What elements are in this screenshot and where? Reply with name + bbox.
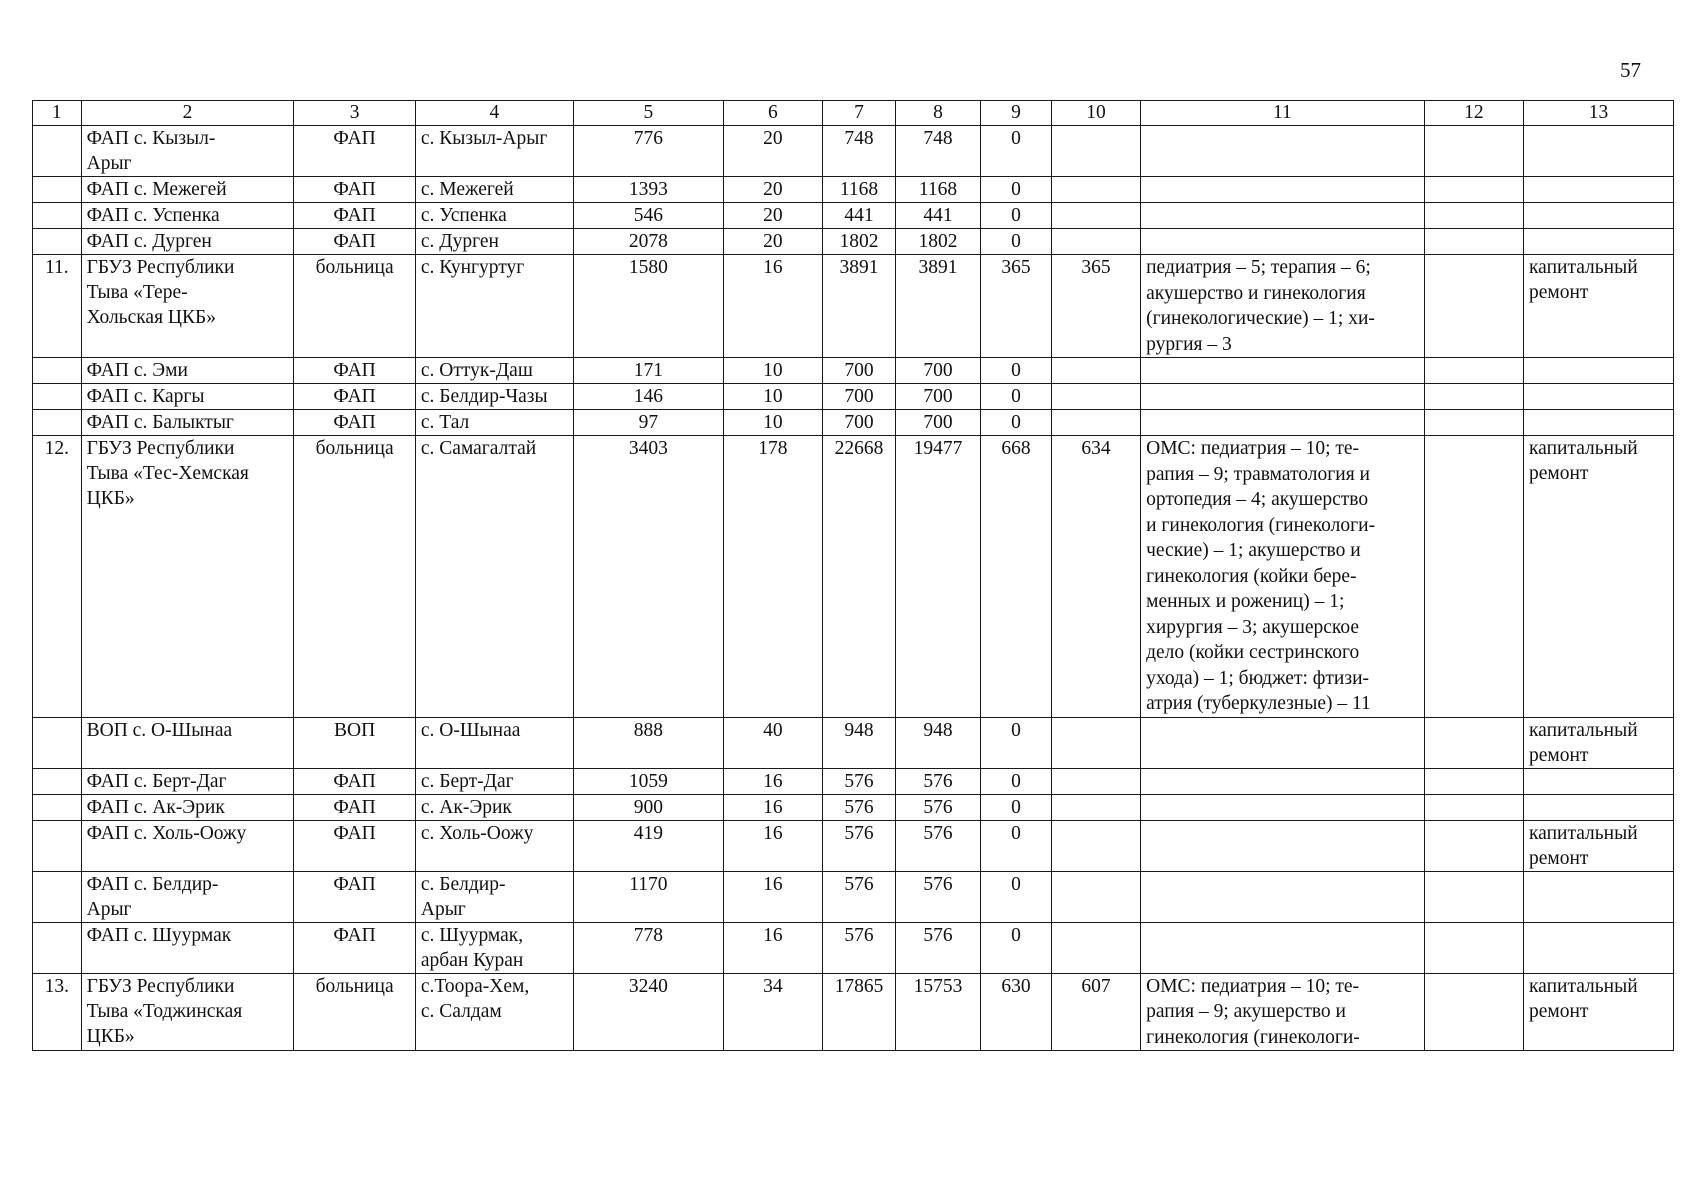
col10-value bbox=[1051, 229, 1140, 255]
col13-works bbox=[1524, 177, 1674, 203]
col5-value: 3403 bbox=[573, 436, 723, 718]
col7-value: 576 bbox=[823, 768, 896, 794]
col7-value: 700 bbox=[823, 358, 896, 384]
col7-value: 22668 bbox=[823, 436, 896, 718]
col7-value: 576 bbox=[823, 820, 896, 871]
column-header: 11 bbox=[1141, 101, 1425, 126]
col7-value: 700 bbox=[823, 384, 896, 410]
facility-name: ГБУЗ Республики Тыва «Тере- Хольская ЦКБ» bbox=[81, 255, 294, 358]
row-number bbox=[33, 410, 82, 436]
col6-value: 16 bbox=[723, 820, 822, 871]
col8-value: 19477 bbox=[895, 436, 980, 718]
col6-value: 178 bbox=[723, 436, 822, 718]
col8-value: 1802 bbox=[895, 229, 980, 255]
facility-name: ФАП с. Межегей bbox=[81, 177, 294, 203]
col6-value: 16 bbox=[723, 794, 822, 820]
col6-value: 34 bbox=[723, 973, 822, 1051]
table-row bbox=[33, 384, 1674, 410]
col9-value: 0 bbox=[981, 820, 1052, 871]
column-header: 1 bbox=[33, 101, 82, 126]
locality: с. Тал bbox=[415, 410, 573, 436]
table-row bbox=[33, 229, 1674, 255]
col10-value bbox=[1051, 177, 1140, 203]
table-row bbox=[33, 255, 1674, 358]
row-number bbox=[33, 871, 82, 922]
col6-value: 20 bbox=[723, 229, 822, 255]
locality: с. Дурген bbox=[415, 229, 573, 255]
col6-value: 20 bbox=[723, 177, 822, 203]
locality: с. Берт-Даг bbox=[415, 768, 573, 794]
col13-works bbox=[1524, 768, 1674, 794]
facilities-table bbox=[32, 100, 1674, 1051]
col9-value: 0 bbox=[981, 410, 1052, 436]
col7-value: 17865 bbox=[823, 973, 896, 1051]
col13-works: капитальный ремонт bbox=[1524, 717, 1674, 768]
col12-value bbox=[1424, 358, 1523, 384]
col8-value: 576 bbox=[895, 768, 980, 794]
col7-value: 576 bbox=[823, 871, 896, 922]
col11-profile bbox=[1141, 768, 1425, 794]
facility-type: ФАП bbox=[294, 794, 416, 820]
col10-value bbox=[1051, 358, 1140, 384]
locality: с. Кызыл-Арыг bbox=[415, 126, 573, 177]
col6-value: 16 bbox=[723, 255, 822, 358]
facility-name: ГБУЗ Республики Тыва «Тоджинская ЦКБ» bbox=[81, 973, 294, 1051]
locality: с. Самагалтай bbox=[415, 436, 573, 718]
col8-value: 700 bbox=[895, 358, 980, 384]
col12-value bbox=[1424, 871, 1523, 922]
col13-works bbox=[1524, 922, 1674, 973]
facility-type: ФАП bbox=[294, 871, 416, 922]
page-number: 57 bbox=[1620, 58, 1641, 82]
table-row bbox=[33, 126, 1674, 177]
col11-profile bbox=[1141, 229, 1425, 255]
col12-value bbox=[1424, 384, 1523, 410]
col5-value: 171 bbox=[573, 358, 723, 384]
col6-value: 16 bbox=[723, 871, 822, 922]
col13-works bbox=[1524, 384, 1674, 410]
row-number bbox=[33, 922, 82, 973]
col5-value: 900 bbox=[573, 794, 723, 820]
col10-value: 607 bbox=[1051, 973, 1140, 1051]
col12-value bbox=[1424, 229, 1523, 255]
col8-value: 576 bbox=[895, 794, 980, 820]
col10-value bbox=[1051, 768, 1140, 794]
col6-value: 16 bbox=[723, 922, 822, 973]
col6-value: 20 bbox=[723, 203, 822, 229]
col11-profile bbox=[1141, 820, 1425, 871]
col5-value: 1393 bbox=[573, 177, 723, 203]
col5-value: 778 bbox=[573, 922, 723, 973]
row-number: 13. bbox=[33, 973, 82, 1051]
facility-type: больница bbox=[294, 255, 416, 358]
col12-value bbox=[1424, 922, 1523, 973]
col9-value: 0 bbox=[981, 717, 1052, 768]
facility-name: ФАП с. Кызыл- Арыг bbox=[81, 126, 294, 177]
col5-value: 546 bbox=[573, 203, 723, 229]
locality: с. Шуурмак, арбан Куран bbox=[415, 922, 573, 973]
table-row bbox=[33, 922, 1674, 973]
col6-value: 16 bbox=[723, 768, 822, 794]
row-number bbox=[33, 384, 82, 410]
col13-works: капитальный ремонт bbox=[1524, 255, 1674, 358]
col11-profile bbox=[1141, 384, 1425, 410]
col7-value: 748 bbox=[823, 126, 896, 177]
table-row bbox=[33, 410, 1674, 436]
col11-profile bbox=[1141, 358, 1425, 384]
table-row bbox=[33, 871, 1674, 922]
facility-type: ФАП bbox=[294, 410, 416, 436]
col13-works bbox=[1524, 871, 1674, 922]
col7-value: 441 bbox=[823, 203, 896, 229]
col9-value: 0 bbox=[981, 203, 1052, 229]
row-number bbox=[33, 820, 82, 871]
col8-value: 576 bbox=[895, 820, 980, 871]
col11-profile bbox=[1141, 717, 1425, 768]
col5-value: 1580 bbox=[573, 255, 723, 358]
col7-value: 700 bbox=[823, 410, 896, 436]
col8-value: 700 bbox=[895, 384, 980, 410]
facility-type: ФАП bbox=[294, 384, 416, 410]
col11-profile bbox=[1141, 794, 1425, 820]
col8-value: 1168 bbox=[895, 177, 980, 203]
col5-value: 146 bbox=[573, 384, 723, 410]
col13-works bbox=[1524, 126, 1674, 177]
col13-works bbox=[1524, 410, 1674, 436]
col9-value: 0 bbox=[981, 922, 1052, 973]
col5-value: 888 bbox=[573, 717, 723, 768]
row-number bbox=[33, 768, 82, 794]
column-header: 9 bbox=[981, 101, 1052, 126]
col5-value: 3240 bbox=[573, 973, 723, 1051]
col9-value: 0 bbox=[981, 794, 1052, 820]
col10-value bbox=[1051, 203, 1140, 229]
row-number: 12. bbox=[33, 436, 82, 718]
col9-value: 0 bbox=[981, 871, 1052, 922]
locality: с.Тоора-Хем, с. Салдам bbox=[415, 973, 573, 1051]
col9-value: 365 bbox=[981, 255, 1052, 358]
facility-name: ФАП с. Дурген bbox=[81, 229, 294, 255]
facility-type: ФАП bbox=[294, 922, 416, 973]
table-row bbox=[33, 768, 1674, 794]
facility-name: ФАП с. Балыктыг bbox=[81, 410, 294, 436]
col9-value: 630 bbox=[981, 973, 1052, 1051]
column-header: 8 bbox=[895, 101, 980, 126]
row-number: 11. bbox=[33, 255, 82, 358]
col10-value: 634 bbox=[1051, 436, 1140, 718]
col9-value: 0 bbox=[981, 126, 1052, 177]
col7-value: 948 bbox=[823, 717, 896, 768]
column-header: 4 bbox=[415, 101, 573, 126]
col10-value bbox=[1051, 717, 1140, 768]
col10-value bbox=[1051, 384, 1140, 410]
col9-value: 0 bbox=[981, 177, 1052, 203]
col12-value bbox=[1424, 436, 1523, 718]
facility-type: ФАП bbox=[294, 820, 416, 871]
col7-value: 576 bbox=[823, 922, 896, 973]
col8-value: 441 bbox=[895, 203, 980, 229]
col12-value bbox=[1424, 717, 1523, 768]
col7-value: 576 bbox=[823, 794, 896, 820]
facility-name: ВОП с. О-Шынаа bbox=[81, 717, 294, 768]
col10-value bbox=[1051, 794, 1140, 820]
table-row bbox=[33, 177, 1674, 203]
col11-profile bbox=[1141, 203, 1425, 229]
column-header: 3 bbox=[294, 101, 416, 126]
locality: с. Холь-Оожу bbox=[415, 820, 573, 871]
col11-profile: педиатрия – 5; терапия – 6; акушерство и гинекология (гинекологические) – 1; хи- рургия – 3 bbox=[1141, 255, 1425, 358]
col13-works: капитальный ремонт bbox=[1524, 436, 1674, 718]
col9-value: 0 bbox=[981, 229, 1052, 255]
col7-value: 1168 bbox=[823, 177, 896, 203]
col6-value: 10 bbox=[723, 358, 822, 384]
col12-value bbox=[1424, 203, 1523, 229]
table-row bbox=[33, 820, 1674, 871]
row-number bbox=[33, 177, 82, 203]
locality: с. Межегей bbox=[415, 177, 573, 203]
col10-value bbox=[1051, 871, 1140, 922]
col8-value: 700 bbox=[895, 410, 980, 436]
column-header-row bbox=[33, 101, 1674, 126]
locality: с. Белдир- Арыг bbox=[415, 871, 573, 922]
facility-type: ФАП bbox=[294, 358, 416, 384]
table-row bbox=[33, 436, 1674, 718]
col10-value bbox=[1051, 410, 1140, 436]
table-row bbox=[33, 717, 1674, 768]
facility-type: ФАП bbox=[294, 126, 416, 177]
row-number bbox=[33, 229, 82, 255]
facility-name: ФАП с. Успенка bbox=[81, 203, 294, 229]
col5-value: 1170 bbox=[573, 871, 723, 922]
facility-name: ФАП с. Шуурмак bbox=[81, 922, 294, 973]
col11-profile bbox=[1141, 410, 1425, 436]
facility-type: ФАП bbox=[294, 229, 416, 255]
col11-profile bbox=[1141, 922, 1425, 973]
col8-value: 748 bbox=[895, 126, 980, 177]
facility-name: ФАП с. Каргы bbox=[81, 384, 294, 410]
facility-type: больница bbox=[294, 973, 416, 1051]
col8-value: 948 bbox=[895, 717, 980, 768]
col6-value: 20 bbox=[723, 126, 822, 177]
col6-value: 40 bbox=[723, 717, 822, 768]
col8-value: 576 bbox=[895, 871, 980, 922]
facility-type: ФАП bbox=[294, 203, 416, 229]
col8-value: 15753 bbox=[895, 973, 980, 1051]
row-number bbox=[33, 126, 82, 177]
locality: с. О-Шынаа bbox=[415, 717, 573, 768]
col5-value: 776 bbox=[573, 126, 723, 177]
col12-value bbox=[1424, 177, 1523, 203]
col12-value bbox=[1424, 820, 1523, 871]
table-row bbox=[33, 358, 1674, 384]
facility-name: ФАП с. Белдир- Арыг bbox=[81, 871, 294, 922]
col6-value: 10 bbox=[723, 384, 822, 410]
col11-profile bbox=[1141, 177, 1425, 203]
table-row bbox=[33, 203, 1674, 229]
col7-value: 1802 bbox=[823, 229, 896, 255]
col13-works bbox=[1524, 229, 1674, 255]
col10-value: 365 bbox=[1051, 255, 1140, 358]
facility-type: ФАП bbox=[294, 177, 416, 203]
locality: с. Кунгуртуг bbox=[415, 255, 573, 358]
col13-works bbox=[1524, 358, 1674, 384]
col8-value: 576 bbox=[895, 922, 980, 973]
column-header: 6 bbox=[723, 101, 822, 126]
table-row bbox=[33, 794, 1674, 820]
facility-name: ФАП с. Ак-Эрик bbox=[81, 794, 294, 820]
col6-value: 10 bbox=[723, 410, 822, 436]
col11-profile: ОМС: педиатрия – 10; те- рапия – 9; акушерство и гинекология (гинекологи- bbox=[1141, 973, 1425, 1051]
col9-value: 0 bbox=[981, 358, 1052, 384]
column-header: 2 bbox=[81, 101, 294, 126]
col5-value: 419 bbox=[573, 820, 723, 871]
col13-works: капитальный ремонт bbox=[1524, 973, 1674, 1051]
col13-works bbox=[1524, 794, 1674, 820]
facility-name: ФАП с. Берт-Даг bbox=[81, 768, 294, 794]
facility-name: ФАП с. Холь-Оожу bbox=[81, 820, 294, 871]
col10-value bbox=[1051, 820, 1140, 871]
locality: с. Оттук-Даш bbox=[415, 358, 573, 384]
facility-type: больница bbox=[294, 436, 416, 718]
locality: с. Успенка bbox=[415, 203, 573, 229]
col12-value bbox=[1424, 794, 1523, 820]
col9-value: 0 bbox=[981, 768, 1052, 794]
locality: с. Белдир-Чазы bbox=[415, 384, 573, 410]
col8-value: 3891 bbox=[895, 255, 980, 358]
col12-value bbox=[1424, 768, 1523, 794]
column-header: 13 bbox=[1524, 101, 1674, 126]
col11-profile bbox=[1141, 871, 1425, 922]
col13-works bbox=[1524, 203, 1674, 229]
col5-value: 97 bbox=[573, 410, 723, 436]
col5-value: 2078 bbox=[573, 229, 723, 255]
column-header: 7 bbox=[823, 101, 896, 126]
column-header: 10 bbox=[1051, 101, 1140, 126]
col9-value: 668 bbox=[981, 436, 1052, 718]
row-number bbox=[33, 794, 82, 820]
row-number bbox=[33, 203, 82, 229]
col13-works: капитальный ремонт bbox=[1524, 820, 1674, 871]
facility-name: ФАП с. Эми bbox=[81, 358, 294, 384]
col5-value: 1059 bbox=[573, 768, 723, 794]
col12-value bbox=[1424, 410, 1523, 436]
col9-value: 0 bbox=[981, 384, 1052, 410]
column-header: 5 bbox=[573, 101, 723, 126]
row-number bbox=[33, 717, 82, 768]
column-header: 12 bbox=[1424, 101, 1523, 126]
facility-name: ГБУЗ Республики Тыва «Тес-Хемская ЦКБ» bbox=[81, 436, 294, 718]
col11-profile: ОМС: педиатрия – 10; те- рапия – 9; травматология и ортопедия – 4; акушерство и гинекология (гинекологи- ческие) – 1; акушерство и гинекология (койки бере- менных и рожениц) – 1; хирургия – 3; акушерское дело (койки сестринского ухода) – 1; бюджет: фтизи- атрия (туберкулезные) – 11 bbox=[1141, 436, 1425, 718]
col10-value bbox=[1051, 922, 1140, 973]
col11-profile bbox=[1141, 126, 1425, 177]
facility-type: ВОП bbox=[294, 717, 416, 768]
row-number bbox=[33, 358, 82, 384]
col12-value bbox=[1424, 973, 1523, 1051]
col7-value: 3891 bbox=[823, 255, 896, 358]
col12-value bbox=[1424, 126, 1523, 177]
table-row bbox=[33, 973, 1674, 1051]
locality: с. Ак-Эрик bbox=[415, 794, 573, 820]
col12-value bbox=[1424, 255, 1523, 358]
col10-value bbox=[1051, 126, 1140, 177]
facility-type: ФАП bbox=[294, 768, 416, 794]
